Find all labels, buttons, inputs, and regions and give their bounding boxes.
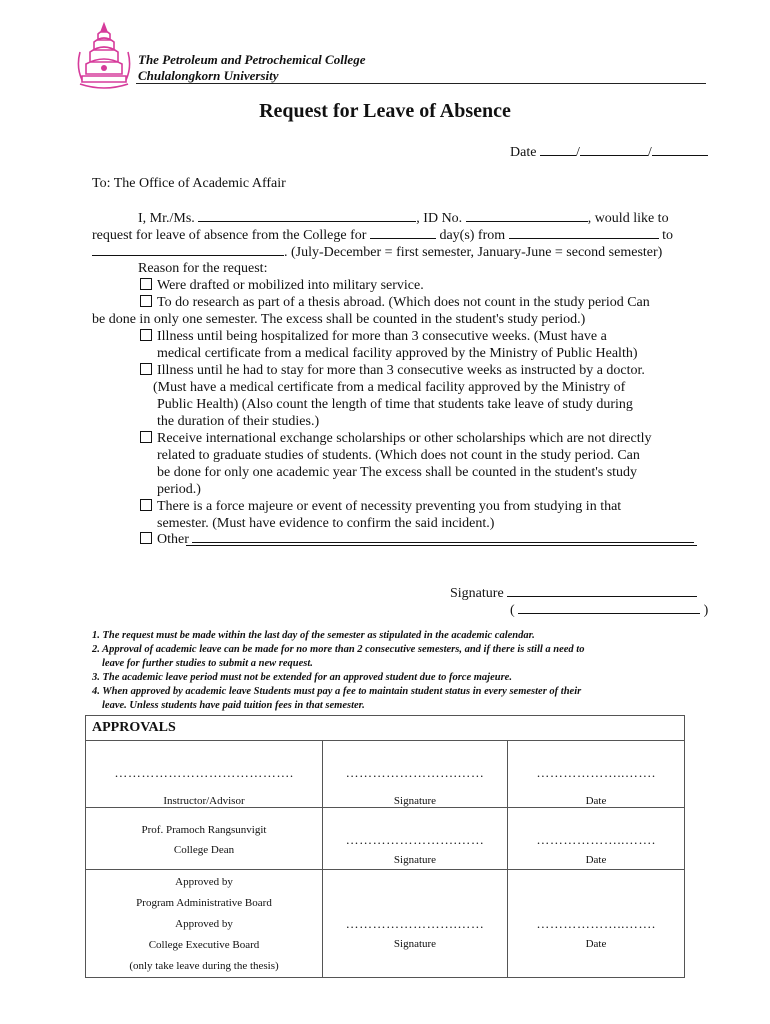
date-label: Date	[510, 145, 537, 160]
signature-line	[450, 584, 697, 602]
approvals-title: APPROVALS	[86, 716, 685, 741]
advisor-role: Instructor/Advisor	[163, 795, 245, 807]
note-1: 1. The request must be made within the last day of the semester as stipulated in the academic calendar.	[92, 630, 535, 641]
request-text: request for leave of absence from the College for	[92, 228, 367, 243]
reason-hospital	[140, 328, 607, 345]
reason-scholarship-text-2: related to graduate studies of students. (Which does not count in the study period. Can	[157, 448, 640, 463]
dean-date-label: Date	[585, 854, 607, 866]
board-signature-cell	[323, 870, 508, 978]
advisor-name-field[interactable]: ………………………………….	[114, 765, 294, 780]
reason-thesis-checkbox[interactable]	[140, 295, 152, 307]
reason-doctor-text-2: (Must have a medical certificate from a medical facility approved by the Ministry of	[153, 380, 626, 395]
dean-cell	[86, 808, 323, 870]
reason-military-checkbox[interactable]	[140, 278, 152, 290]
note-3: 3. The academic leave period must not be extended for an approved student due to force majeure.	[92, 672, 512, 683]
reason-doctor	[140, 362, 645, 379]
to-date-field[interactable]	[92, 243, 284, 256]
page-title: Request for Leave of Absence	[259, 100, 511, 122]
semester-note: . (July-December = first semester, January-June = second semester)	[284, 245, 663, 260]
reason-hospital-text-1: Illness until being hospitalized for more than 3 consecutive weeks. (Must have a	[157, 329, 607, 344]
board-date-cell	[508, 870, 685, 978]
reason-doctor-text-4: the duration of their studies.)	[157, 414, 320, 429]
college-line2: Chulalongkorn University	[138, 68, 279, 83]
advisor-cell	[86, 741, 323, 808]
body-line-1	[138, 209, 669, 227]
reason-hospital-text-2: medical certificate from a medical facility approved by the Ministry of Public Health)	[157, 346, 638, 361]
reason-doctor-checkbox[interactable]	[140, 363, 152, 375]
advisor-date-label: Date	[585, 795, 607, 807]
reason-label: Reason for the request:	[138, 261, 268, 276]
note-2: 2. Approval of academic leave can be made for no more than 2 consecutive semesters, and if there is still a need to	[92, 644, 585, 655]
id-label: , ID No.	[416, 211, 463, 226]
reason-military-text: Were drafted or mobilized into military service.	[157, 278, 424, 293]
printed-name-field[interactable]	[518, 601, 700, 614]
dean-date-cell	[508, 808, 685, 870]
id-field[interactable]	[466, 209, 588, 222]
chulalongkorn-crest-icon	[76, 22, 132, 92]
college-line1: The Petroleum and Petrochemical College	[138, 52, 366, 67]
reason-scholarship-checkbox[interactable]	[140, 431, 152, 443]
name-field[interactable]	[198, 209, 416, 222]
body-line-2	[92, 226, 673, 244]
to-line: To: The Office of Academic Affair	[92, 176, 286, 191]
paren-close: )	[703, 603, 709, 618]
board-date-label: Date	[585, 938, 607, 950]
advisor-signature-cell	[323, 741, 508, 808]
reason-thesis-text-1: To do research as part of a thesis abroad. (Which does not count in the study period Can	[157, 295, 650, 310]
advisor-date-field[interactable]: ………………..…….	[536, 765, 656, 780]
advisor-signature-label: Signature	[393, 795, 437, 807]
reason-military	[140, 277, 424, 294]
reason-doctor-text-3: Public Health) (Also count the length of time that students take leave of study during	[157, 397, 633, 412]
other-reason-field-2[interactable]	[186, 545, 697, 546]
days-from-text: day(s) from	[439, 228, 506, 243]
header-rule	[136, 83, 706, 84]
board-thesis-note: (only take leave during the thesis)	[129, 960, 279, 972]
notes	[92, 629, 584, 713]
reason-force-majeure-text-2: semester. (Must have evidence to confirm the said incident.)	[157, 516, 495, 531]
signature-field[interactable]	[507, 584, 697, 597]
date-day-field[interactable]	[540, 143, 576, 156]
dean-role: College Dean	[173, 844, 235, 856]
to-text: to	[662, 228, 674, 243]
date-line: Date / /	[510, 143, 708, 161]
reason-hospital-checkbox[interactable]	[140, 329, 152, 341]
dean-signature-cell	[323, 808, 508, 870]
reason-scholarship-text-3: be done for only one academic year The excess shall be counted in the student's study	[157, 465, 638, 480]
other-reason-field-1[interactable]	[192, 530, 694, 543]
reason-force-majeure-checkbox[interactable]	[140, 499, 152, 511]
signature-label: Signature	[450, 586, 504, 601]
note-2-cont: leave for further studies to submit a new request.	[102, 658, 313, 669]
board-date-field[interactable]: ………………..…….	[536, 916, 656, 931]
reason-scholarship-text-4: period.)	[157, 482, 201, 497]
dean-date-field[interactable]: ………………..…….	[536, 832, 656, 847]
reason-scholarship	[140, 430, 652, 447]
reason-force-majeure	[140, 498, 621, 515]
board-executive: College Executive Board	[148, 939, 260, 951]
college-name	[138, 52, 365, 84]
board-approved-by-1: Approved by	[175, 876, 233, 888]
body-line-3	[92, 243, 662, 261]
dean-signature-field[interactable]: …………………….……	[345, 832, 485, 847]
board-signature-field[interactable]: …………………….……	[345, 916, 485, 931]
advisor-signature-field[interactable]: …………………….……	[345, 765, 485, 780]
days-field[interactable]	[370, 226, 436, 239]
reason-other-checkbox[interactable]	[140, 532, 152, 544]
reason-scholarship-text-1: Receive international exchange scholarships or other scholarships which are not directly	[157, 431, 652, 446]
name-label: I, Mr./Ms.	[138, 211, 195, 226]
dean-name: Prof. Pramoch Rangsunvigit	[141, 824, 267, 836]
printed-name-line	[510, 601, 708, 619]
date-year-field[interactable]	[652, 143, 708, 156]
would-like-text: , would like to	[587, 211, 669, 226]
reason-force-majeure-text-1: There is a force majeure or event of necessity preventing you from studying in that	[157, 499, 622, 514]
dean-signature-label: Signature	[393, 854, 437, 866]
reason-thesis	[140, 294, 650, 311]
reason-doctor-text-1: Illness until he had to stay for more than 3 consecutive weeks as instructed by a doctor.	[157, 363, 645, 378]
board-program: Program Administrative Board	[136, 897, 272, 909]
paren-open: (	[510, 603, 515, 618]
note-4: 4. When approved by academic leave Students must pay a fee to maintain student status in every semester of their	[92, 686, 582, 697]
approvals-table	[85, 715, 685, 978]
from-date-field[interactable]	[509, 226, 659, 239]
advisor-date-cell	[508, 741, 685, 808]
date-month-field[interactable]	[580, 143, 648, 156]
board-signature-label: Signature	[393, 938, 437, 950]
reason-other-text: Other	[157, 532, 189, 547]
note-4-cont: leave. Unless students have paid tuition fees in that semester.	[102, 700, 365, 711]
reason-thesis-text-2: be done in only one semester. The excess shall be counted in the student's study period.)	[92, 312, 586, 327]
board-cell	[86, 870, 323, 978]
board-approved-by-2: Approved by	[175, 918, 233, 930]
